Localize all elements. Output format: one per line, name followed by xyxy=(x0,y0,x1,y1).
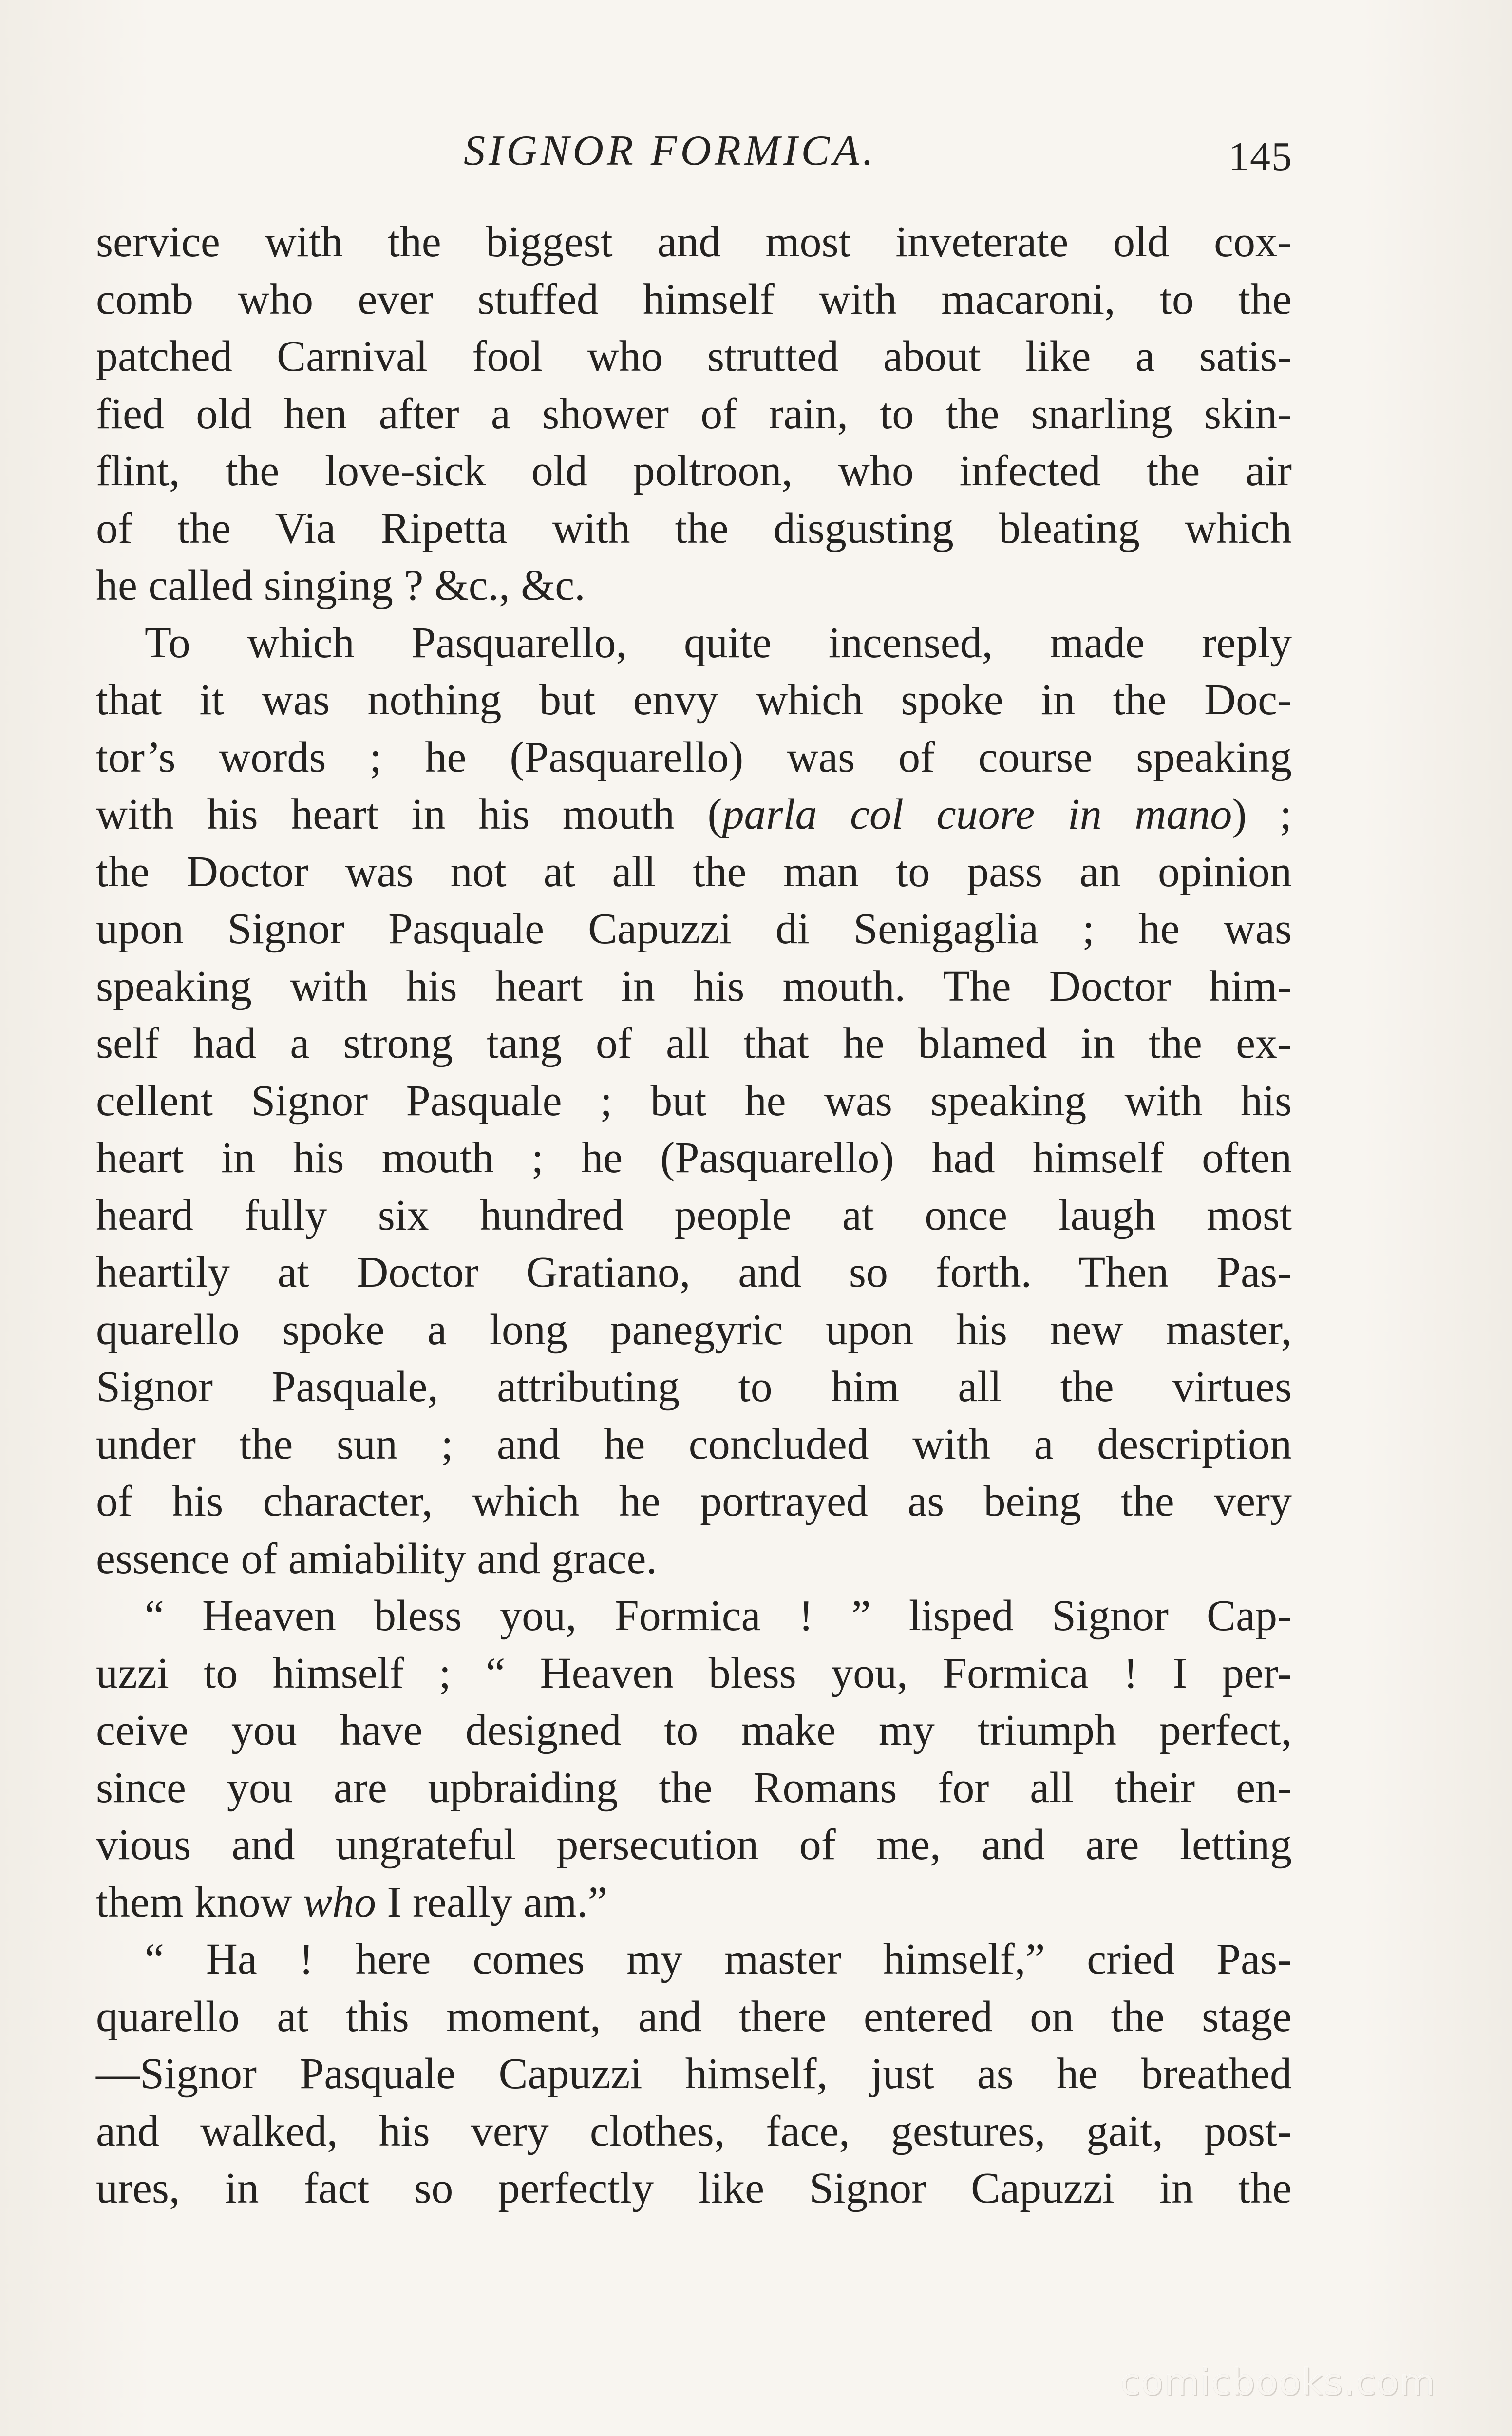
text-line: “ Ha ! here comes my master himself,” cried Pas- xyxy=(145,1935,1292,1983)
text-line: speaking with his heart in his mouth. The Doctor him- xyxy=(96,962,1292,1010)
text-line: heard fully six hundred people at once laugh most xyxy=(96,1191,1292,1239)
text-line: that it was nothing but envy which spoke in the Doc- xyxy=(96,676,1292,724)
text-line-part: with his heart in his mouth ( xyxy=(96,790,722,838)
page-number: 145 xyxy=(1228,134,1293,179)
text-line: uzzi to himself ; “ Heaven bless you, Formica ! I per- xyxy=(96,1649,1292,1697)
text-line: To which Pasquarello, quite incensed, made reply xyxy=(145,618,1292,667)
text-line: of his character, which he portrayed as being the very xyxy=(96,1477,1292,1525)
text-line: tor’s words ; he (Pasquarello) was of course speaking xyxy=(96,733,1292,781)
text-line: vious and ungrateful persecution of me, and are letting xyxy=(96,1821,1292,1869)
text-line: heartily at Doctor Gratiano, and so forth. Then Pas- xyxy=(96,1248,1292,1296)
running-head xyxy=(0,122,1512,180)
text-line-part: ) ; xyxy=(1232,790,1292,838)
text-line-part: I really am.” xyxy=(376,1878,607,1926)
text-line: quarello spoke a long panegyric upon his new master, xyxy=(96,1305,1292,1354)
text-line: —Signor Pasquale Capuzzi himself, just as he breathed xyxy=(96,2050,1292,2098)
text-line: service with the biggest and most inveterate old cox- xyxy=(96,218,1292,266)
text-line: self had a strong tang of all that he blamed in the ex- xyxy=(96,1019,1292,1067)
text-line: under the sun ; and he concluded with a description xyxy=(96,1420,1292,1468)
text-line: of the Via Ripetta with the disgusting bleating which xyxy=(96,504,1292,552)
text-line: upon Signor Pasquale Capuzzi di Senigaglia ; he was xyxy=(96,905,1292,953)
italic-phrase: parla col cuore in mano xyxy=(722,790,1232,838)
text-line: the Doctor was not at all the man to pass an opinion xyxy=(96,847,1292,896)
text-line: cellent Signor Pasquale ; but he was speaking with his xyxy=(96,1076,1292,1125)
text-line: quarello at this moment, and there entered on the stage xyxy=(96,1992,1292,2041)
italic-word: who xyxy=(302,1878,376,1926)
site-watermark: comicbooks.com xyxy=(1120,2361,1436,2403)
text-line: and walked, his very clothes, face, gestures, gait, post- xyxy=(96,2107,1292,2155)
text-line: comb who ever stuffed himself with macaroni, to the xyxy=(96,275,1292,324)
text-line: ures, in fact so perfectly like Signor Capuzzi in the xyxy=(96,2164,1292,2212)
running-title: SIGNOR FORMICA. xyxy=(464,127,877,174)
text-line: heart in his mouth ; he (Pasquarello) had himself often xyxy=(96,1134,1292,1182)
text-line: essence of amiability and grace. xyxy=(96,1534,657,1583)
text-line: he called singing ? &c., &c. xyxy=(96,561,586,609)
text-line: patched Carnival fool who strutted about like a satis- xyxy=(96,332,1292,381)
text-line: “ Heaven bless you, Formica ! ” lisped Signor Cap- xyxy=(145,1592,1292,1640)
text-line-with-italic-word xyxy=(96,1874,1292,1931)
text-line: Signor Pasquale, attributing to him all the virtues xyxy=(96,1363,1292,1411)
text-line-part: them know xyxy=(96,1878,303,1926)
text-line: ceive you have designed to make my triumph perfect, xyxy=(96,1706,1292,1754)
text-line: fied old hen after a shower of rain, to the snarling skin- xyxy=(96,389,1292,438)
text-line: since you are upbraiding the Romans for all their en- xyxy=(96,1763,1292,1812)
text-line-with-italic-phrase xyxy=(96,786,1292,843)
text-line: flint, the love-sick old poltroon, who infected the air xyxy=(96,447,1292,495)
body-text xyxy=(96,213,1292,2217)
